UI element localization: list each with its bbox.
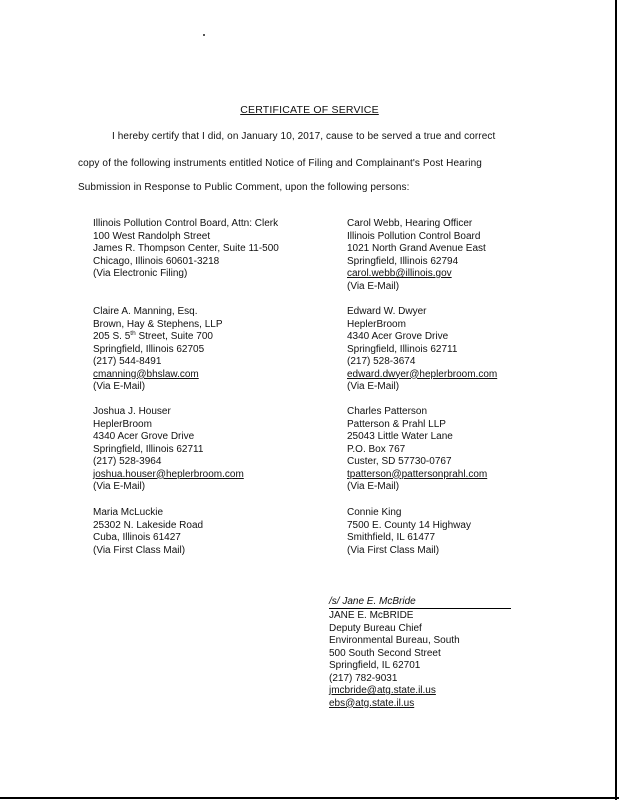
address-line: Chicago, Illinois 60601-3218 [93, 255, 220, 267]
delivery-method: (Via E-Mail) [347, 381, 400, 392]
scan-border-bottom [0, 797, 619, 799]
scan-border-right [615, 0, 617, 800]
email-link[interactable]: cmanning@bhslaw.com [93, 368, 199, 380]
phone-line: (217) 544-8491 [93, 356, 162, 367]
signer-name: JANE E. McBRIDE [329, 610, 414, 621]
address-line: Illinois Pollution Control Board, Attn: Clerk [93, 218, 279, 229]
certificate-title: CERTIFICATE OF SERVICE [240, 104, 379, 116]
email-link[interactable]: joshua.houser@heplerbroom.com [93, 468, 244, 480]
address-line: Carol Webb, Hearing Officer [347, 218, 473, 229]
address-line: 25302 N. Lakeside Road [93, 519, 204, 531]
delivery-method: (Via E-Mail) [347, 280, 400, 292]
address-line: Smithfield, IL 61477 [347, 532, 436, 543]
address-line: James R. Thompson Center, Suite 11-500 [93, 243, 279, 254]
street-prefix: 205 S. 5 [93, 331, 131, 342]
recipient-maria-mcluckie [93, 507, 203, 557]
email-link[interactable]: jmcbride@atg.state.il.us [329, 685, 436, 696]
address-line: 1021 North Grand Avenue East [347, 243, 486, 254]
phone-line: (217) 782-9031 [329, 672, 398, 684]
address-line: HeplerBroom [347, 318, 406, 330]
delivery-method: (Via First Class Mail) [93, 544, 186, 556]
address-line: 4340 Acer Grove Drive [93, 431, 195, 442]
address-line: Claire A. Manning, Esq. [93, 306, 198, 317]
recipient-edward-dwyer [347, 306, 497, 394]
body-line-1: I hereby certify that I did, on January 10, 2017, cause to be served a true and correct [112, 131, 496, 142]
address-line: 500 South Second Street [329, 647, 441, 659]
address-line: Brown, Hay & Stephens, LLP [93, 318, 223, 330]
address-line: Custer, SD 57730-0767 [347, 456, 452, 467]
address-line: Springfield, Illinois 62711 [347, 343, 458, 355]
signer-title: Deputy Bureau Chief [329, 622, 422, 634]
address-line: HeplerBroom [93, 418, 152, 430]
address-line: Charles Patterson [347, 406, 428, 417]
address-line: Joshua J. Houser [93, 406, 171, 417]
recipient-claire-manning [93, 306, 223, 394]
scan-speck [203, 34, 205, 36]
recipient-ipcb-clerk [93, 218, 279, 281]
recipient-charles-patterson [347, 406, 487, 494]
phone-line: (217) 528-3674 [347, 356, 416, 367]
address-line: Springfield, IL 62701 [329, 660, 421, 671]
street-suffix: Street, Suite 700 [135, 331, 213, 342]
recipient-carol-webb [347, 218, 486, 293]
address-line: Connie King [347, 507, 402, 518]
address-line: Patterson & Prahl LLP [347, 418, 446, 430]
address-line: Springfield, Illinois 62794 [347, 255, 459, 267]
delivery-method: (Via E-Mail) [93, 481, 146, 492]
address-line: 25043 Little Water Lane [347, 431, 453, 442]
address-line: Cuba, Illinois 61427 [93, 532, 181, 543]
address-line: Illinois Pollution Control Board [347, 230, 481, 242]
address-line: 100 West Randolph Street [93, 230, 211, 242]
street-suffix-sup: th [130, 330, 136, 337]
address-line: P.O. Box 767 [347, 443, 406, 455]
email-link[interactable]: edward.dwyer@heplerbroom.com [347, 368, 498, 380]
delivery-method: (Via Electronic Filing) [93, 268, 188, 279]
address-line: 4340 Acer Grove Drive [347, 331, 449, 342]
delivery-method: (Via E-Mail) [347, 481, 400, 492]
address-line: Edward W. Dwyer [347, 306, 427, 317]
email-link[interactable]: carol.webb@illinois.gov [347, 268, 452, 279]
delivery-method: (Via First Class Mail) [347, 544, 440, 556]
signature-line: /s/ Jane E. McBride [329, 596, 511, 609]
address-line: Springfield, Illinois 62705 [93, 343, 205, 355]
address-line: Maria McLuckie [93, 507, 164, 518]
email-link[interactable]: ebs@atg.state.il.us [329, 697, 415, 709]
email-link[interactable]: tpatterson@pattersonprahl.com [347, 468, 488, 480]
recipient-joshua-houser [93, 406, 244, 494]
recipient-connie-king [347, 507, 471, 557]
address-line: Springfield, Illinois 62711 [93, 443, 204, 455]
street-line [93, 331, 223, 344]
delivery-method: (Via E-Mail) [93, 381, 146, 392]
address-line: Environmental Bureau, South [329, 635, 460, 646]
body-line-2: copy of the following instruments entitled Notice of Filing and Complainant's Post Hearing [78, 158, 482, 169]
body-line-3: Submission in Response to Public Comment, upon the following persons: [78, 182, 410, 193]
address-line: 7500 E. County 14 Highway [347, 519, 471, 531]
signature-block [329, 610, 460, 710]
phone-line: (217) 528-3964 [93, 456, 162, 467]
